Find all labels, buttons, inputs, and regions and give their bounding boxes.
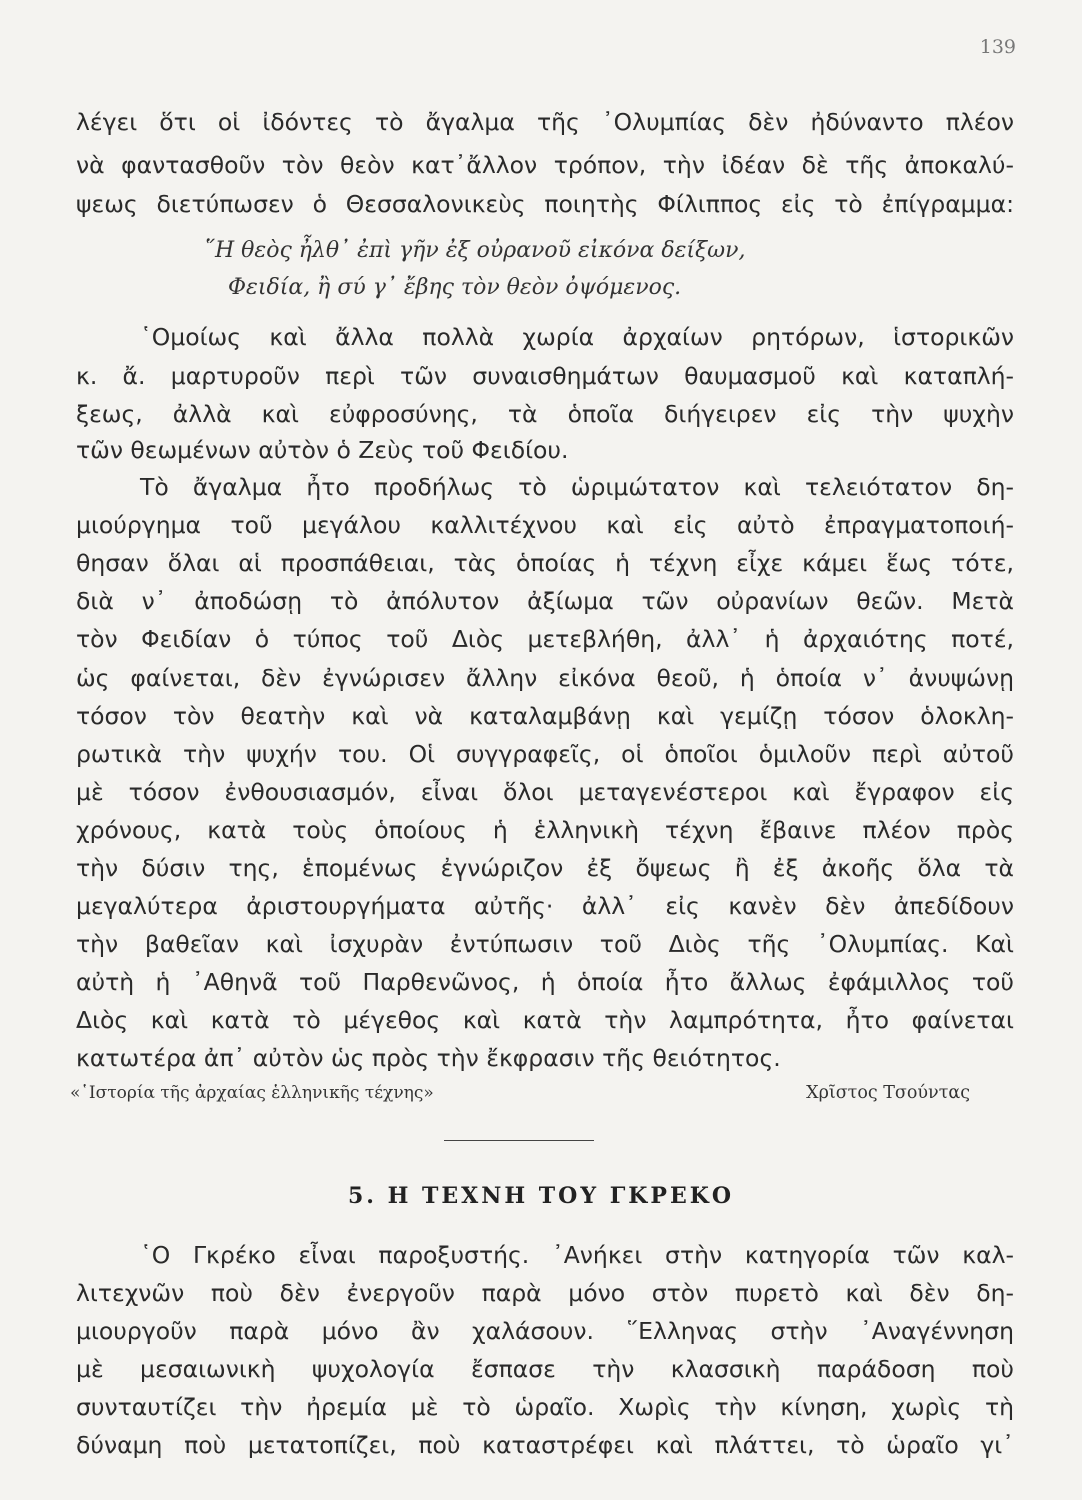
text-line: ξεως, ἀλλὰ καὶ εὐφροσύνης, τὰ ὁποῖα διήγειρεν εἰς τὴν ψυχὴν: [76, 400, 1014, 428]
text-line: ὡς φαίνεται, δὲν ἐγνώρισεν ἄλλην εἰκόνα θεοῦ, ἡ ὁποία ν᾿ ἀνυψώνῃ: [76, 664, 1014, 692]
epigram-line: Φειδία, ἢ σύ γ᾿ ἔβης τὸν θεὸν ὀψόμενος.: [228, 275, 682, 300]
text-line: τῶν θεωμένων αὐτὸν ὁ Ζεὺς τοῦ Φειδίου.: [76, 436, 569, 464]
author-name: Χρῖστος Τσούντας: [806, 1083, 970, 1103]
text-line: νὰ φαντασθοῦν τὸν θεὸν κατ᾿ἄλλον τρόπον, τὴν ἰδέαν δὲ τῆς ἀποκαλύ-: [76, 151, 1014, 179]
text-line: ψεως διετύπωσεν ὁ Θεσσαλονικεὺς ποιητὴς Φίλιππος εἰς τὸ ἐπίγραμμα:: [76, 190, 1014, 218]
source-citation: «῾Ιστορία τῆς ἀρχαίας ἑλληνικῆς τέχνης»: [70, 1083, 434, 1103]
text-line: διὰ ν᾿ ἀποδώσῃ τὸ ἀπόλυτον ἀξίωμα τῶν οὐρανίων θεῶν. Μετὰ: [76, 587, 1014, 615]
text-line: μὲ μεσαιωνικὴ ψυχολογία ἔσπασε τὴν κλασσικὴ παράδοση ποὺ: [76, 1355, 1014, 1383]
text-line: μὲ τόσον ἐνθουσιασμόν, εἶναι ὅλοι μεταγενέστεροι καὶ ἔγραφον εἰς: [76, 778, 1014, 806]
text-line: τὴν δύσιν της, ἑπομένως ἐγνώριζον ἐξ ὄψεως ἢ ἐξ ἀκοῆς ὅλα τὰ: [76, 854, 1014, 882]
text-line: χρόνους, κατὰ τοὺς ὁποίους ἡ ἑλληνικὴ τέχνη ἔβαινε πλέον πρὸς: [76, 816, 1014, 844]
epigram-line: ῞Η θεὸς ἦλθ᾿ ἐπὶ γῆν ἐξ οὐρανοῦ εἰκόνα δείξων,: [204, 238, 746, 263]
text-line: κ. ἄ. μαρτυροῦν περὶ τῶν συναισθημάτων θαυμασμοῦ καὶ καταπλή-: [76, 362, 1014, 390]
page-number: 139: [979, 36, 1016, 58]
text-line: μιούργημα τοῦ μεγάλου καλλιτέχνου καὶ εἰς αὐτὸ ἐπραγματοποιή-: [76, 511, 1014, 539]
text-line: ῾Ομοίως καὶ ἄλλα πολλὰ χωρία ἀρχαίων ρητόρων, ἱστορικῶν: [140, 323, 1014, 351]
text-line: λιτεχνῶν ποὺ δὲν ἐνεργοῦν παρὰ μόνο στὸν πυρετὸ καὶ δὲν δη-: [76, 1279, 1014, 1307]
text-line: Τὸ ἄγαλμα ἦτο προδήλως τὸ ὡριμώτατον καὶ τελειότατον δη-: [140, 473, 1014, 501]
text-line: μιουργοῦν παρὰ μόνο ἂν χαλάσουν. ῞Ελληνας στὴν ᾿Αναγέννηση: [76, 1317, 1014, 1345]
text-line: κατωτέρα ἀπ᾿ αὐτὸν ὡς πρὸς τὴν ἔκφρασιν τῆς θειότητος.: [76, 1044, 781, 1072]
text-line: τόσον τὸν θεατὴν καὶ νὰ καταλαμβάνῃ καὶ γεμίζῃ τόσον ὁλοκλη-: [76, 702, 1014, 730]
text-line: δύναμη ποὺ μετατοπίζει, ποὺ καταστρέφει καὶ πλάττει, τὸ ὡραῖο γι᾿: [76, 1431, 1014, 1459]
text-line: μεγαλύτερα ἀριστουργήματα αὐτῆς· ἀλλ᾿ εἰς κανὲν δὲν ἀπεδίδουν: [76, 892, 1014, 920]
text-line: τὴν βαθεῖαν καὶ ἰσχυρὰν ἐντύπωσιν τοῦ Διὸς τῆς ᾿Ολυμπίας. Καὶ: [76, 930, 1014, 958]
section-divider: [444, 1140, 594, 1141]
text-line: λέγει ὅτι οἱ ἰδόντες τὸ ἄγαλμα τῆς ᾿Ολυμπίας δὲν ἠδύναντο πλέον: [76, 108, 1014, 136]
text-line: αὐτὴ ἡ ᾿Αθηνᾶ τοῦ Παρθενῶνος, ἡ ὁποία ἦτο ἄλλως ἐφάμιλλος τοῦ: [76, 968, 1014, 996]
text-line: Διὸς καὶ κατὰ τὸ μέγεθος καὶ κατὰ τὴν λαμπρότητα, ἦτο φαίνεται: [76, 1006, 1014, 1034]
text-line: θησαν ὅλαι αἱ προσπάθειαι, τὰς ὁποίας ἡ τέχνη εἶχε κάμει ἕως τότε,: [76, 549, 1014, 577]
text-line: ρωτικὰ τὴν ψυχήν του. Οἱ συγγραφεῖς, οἱ ὁποῖοι ὁμιλοῦν περὶ αὐτοῦ: [76, 740, 1014, 768]
text-line: συνταυτίζει τὴν ἠρεμία μὲ τὸ ὡραῖο. Χωρὶς τὴν κίνηση, χωρὶς τὴ: [76, 1393, 1014, 1421]
text-line: τὸν Φειδίαν ὁ τύπος τοῦ Διὸς μετεβλήθη, ἀλλ᾿ ἡ ἀρχαιότης ποτέ,: [76, 625, 1014, 653]
text-line: ῾Ο Γκρέκο εἶναι παροξυστής. ᾿Ανήκει στὴν κατηγορία τῶν καλ-: [140, 1241, 1014, 1269]
section-heading: 5. Η ΤΕΧΝΗ ΤΟΥ ΓΚΡΕΚΟ: [347, 1183, 735, 1209]
